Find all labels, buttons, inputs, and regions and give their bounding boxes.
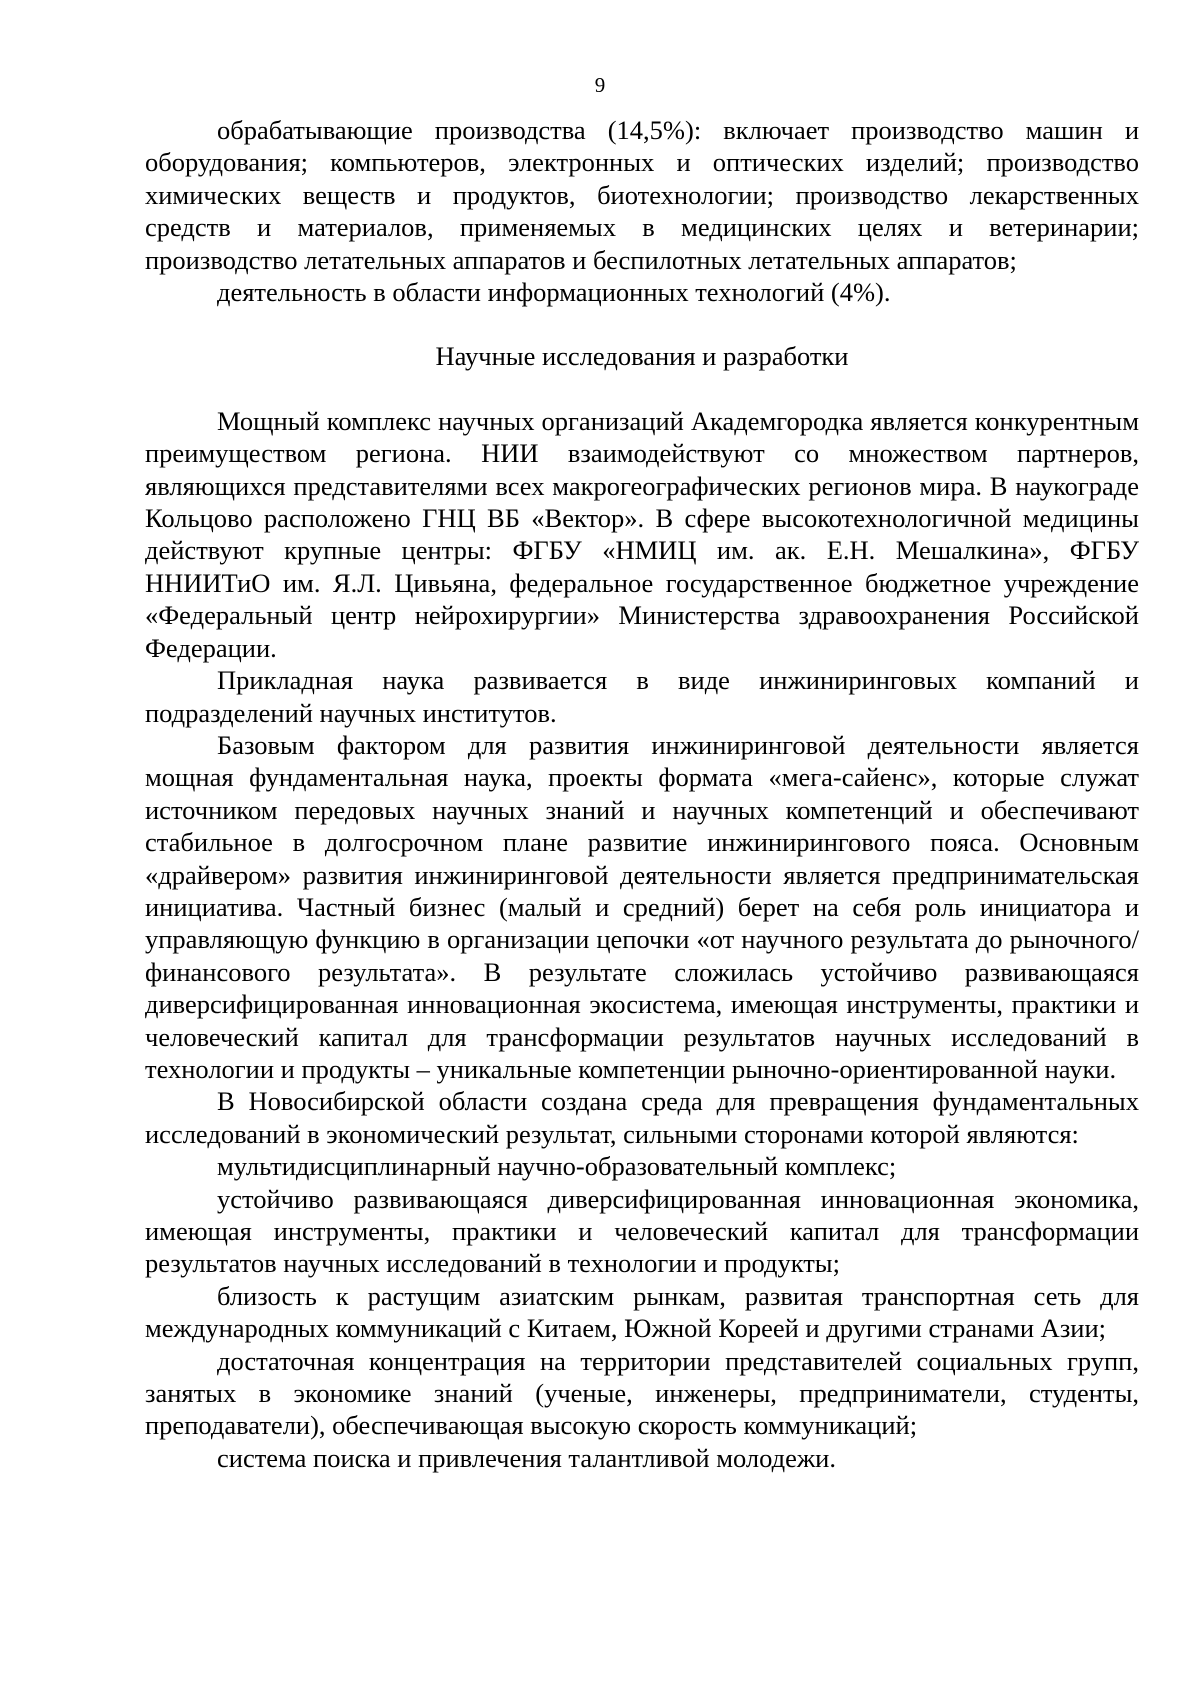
list-item-innovation-economy: устойчиво развивающаяся диверсифицированная инновационная экономика, имеющая инструменты, практики и человеческий капитал для трансформации результатов научных исследований в технологии и продукты; [145,1183,1139,1279]
paragraph-novosibirsk-environment: В Новосибирской области создана среда для превращения фундаментальных исследований в экономический результат, сильными сторонами которой являются: [145,1086,1139,1149]
paragraph-manufacturing: обрабатывающие производства (14,5%): включает производство машин и оборудования; компьютеров, электронных и оптических изделий; производство химических веществ и продуктов, биотехнологии; производство лекарственных средств и материалов, применяемых в медицинских целях и ветеринарии; производство летательных аппаратов и беспилотных летательных аппаратов; [145,115,1139,275]
list-item-talent-search: система поиска и привлечения талантливой молодежи. [217,1442,836,1473]
paragraph-it-activity: деятельность в области информационных технологий (4%). [217,277,891,308]
paragraph-engineering-factor: Базовым фактором для развития инжиниринговой деятельности является мощная фундаментальная наука, проекты формата «мега-сайенс», которые служат источником передовых научных знаний и научных компетенций и обеспечивают стабильное в долгосрочном плане развитие инжинирингового пояса. Основным «драйвером» развития инжиниринговой деятельности является предпринимательская инициатива. Частный бизнес (малый и средний) берет на себя роль инициатора и управляющую функцию в организации цепочки «от научного результата до рыночного/финансового результата». В результате сложилась устойчиво развивающаяся диверсифицированная инновационная экосистема, имеющая инструменты, практики и человеческий капитал для трансформации результатов научных исследований в технологии и продукты – уникальные компетенции рыночно-ориентированной науки. [145,729,1139,1084]
list-item-social-groups: достаточная концентрация на территории представителей социальных групп, занятых в экономике знаний (ученые, инженеры, предприниматели, студенты, преподаватели), обеспечивающая высокую скорость коммуникаций; [145,1345,1139,1441]
page-number: 9 [594,73,606,97]
section-heading: Научные исследования и разработки [435,341,849,372]
paragraph-applied-science: Прикладная наука развивается в виде инжиниринговых компаний и подразделений научных институтов. [145,665,1139,728]
list-item-asian-markets: близость к растущим азиатским рынкам, развитая транспортная сеть для международных коммуникаций с Китаем, Южной Кореей и другими странами Азии; [145,1280,1139,1344]
document-body [145,114,1139,1474]
paragraph-academgorodok: Мощный комплекс научных организаций Академгородка является конкурентным преимуществом региона. НИИ взаимодействуют со множеством партнеров, являющихся представителями всех макрогеографических регионов мира. В наукограде Кольцово расположено ГНЦ ВБ «Вектор». В сфере высокотехнологичной медицины действуют крупные центры: ФГБУ «НМИЦ им. ак. Е.Н. Мешалкина», ФГБУ ННИИТиО им. Я.Л. Цивьяна, федеральное государственное бюджетное учреждение «Федеральный центр нейрохирургии» Министерства здравоохранения Российской Федерации. [145,405,1139,663]
list-item-multidisciplinary: мультидисциплинарный научно-образовательный комплекс; [217,1151,897,1182]
